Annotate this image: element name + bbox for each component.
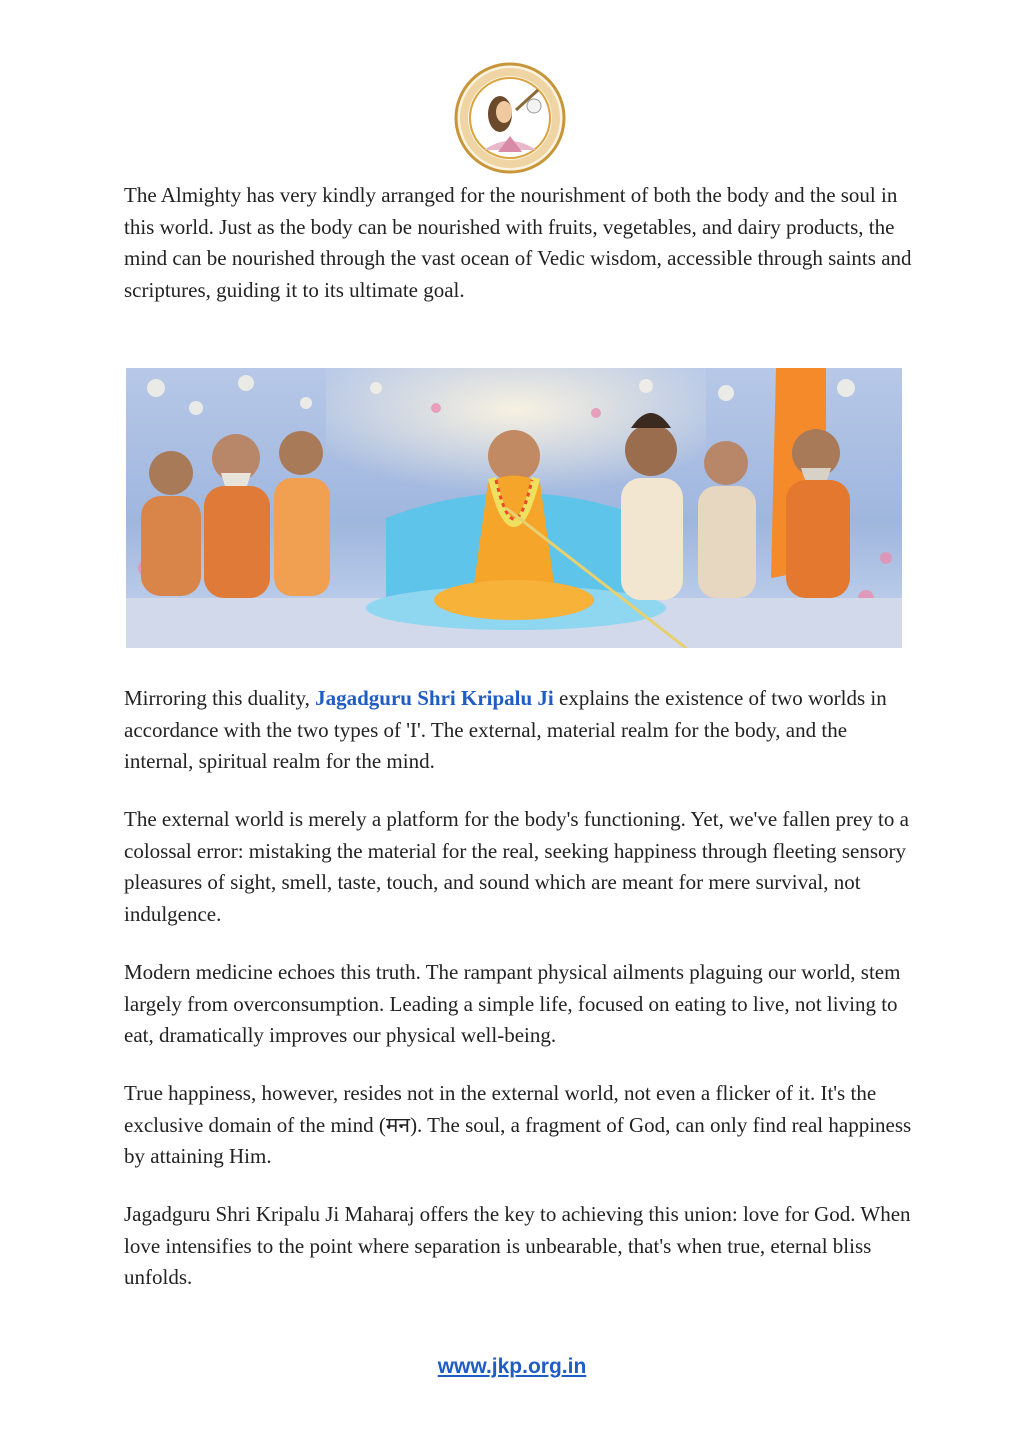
saints-photo xyxy=(126,368,902,648)
external-world-paragraph: The external world is merely a platform for the body's functioning. Yet, we've fallen prey to a colossal error: mistaking the material for the real, seeking happiness through fleeting sensory pleasures of sight, smell, taste, touch, and sound which are meant for mere survival, not indulgence. xyxy=(124,807,909,926)
website-link[interactable]: www.jkp.org.in xyxy=(437,1355,587,1378)
modern-medicine-paragraph: Modern medicine echoes this truth. The rampant physical ailments plaguing our world, stem largely from overconsumption. Leading a simple life, focused on eating to live, not living to eat, dramatically improves our physical well-being. xyxy=(124,960,901,1048)
intro-paragraph: The Almighty has very kindly arranged for the nourishment of both the body and the soul in this world. Just as the body can be nourished with fruits, vegetables, and dairy products, the mind can be nourished through the vast ocean of Vedic wisdom, accessible through saints and scriptures, guiding it to its ultimate goal. xyxy=(124,183,912,302)
jkp-logo xyxy=(454,62,566,174)
jagadguru-link[interactable]: Jagadguru Shri Kripalu Ji xyxy=(315,686,554,710)
duality-text-start: Mirroring this duality, xyxy=(124,686,316,710)
love-for-god-paragraph: Jagadguru Shri Kripalu Ji Maharaj offers the key to achieving this union: love for God. When love intensifies to the point where separation is unbearable, that's when true, eternal bliss unfolds. xyxy=(124,1202,911,1290)
true-happiness-paragraph: True happiness, however, resides not in the external world, not even a flicker of it. It's the exclusive domain of the mind (मन). The soul, a fragment of God, can only find real happiness by attaining Him. xyxy=(124,1081,912,1169)
duality-paragraph xyxy=(124,683,914,778)
duality-text-end: explains the existence of two worlds in accordance with the two types of 'I'. The external, material realm for the body, and the internal, spiritual realm for the mind. xyxy=(124,686,887,774)
